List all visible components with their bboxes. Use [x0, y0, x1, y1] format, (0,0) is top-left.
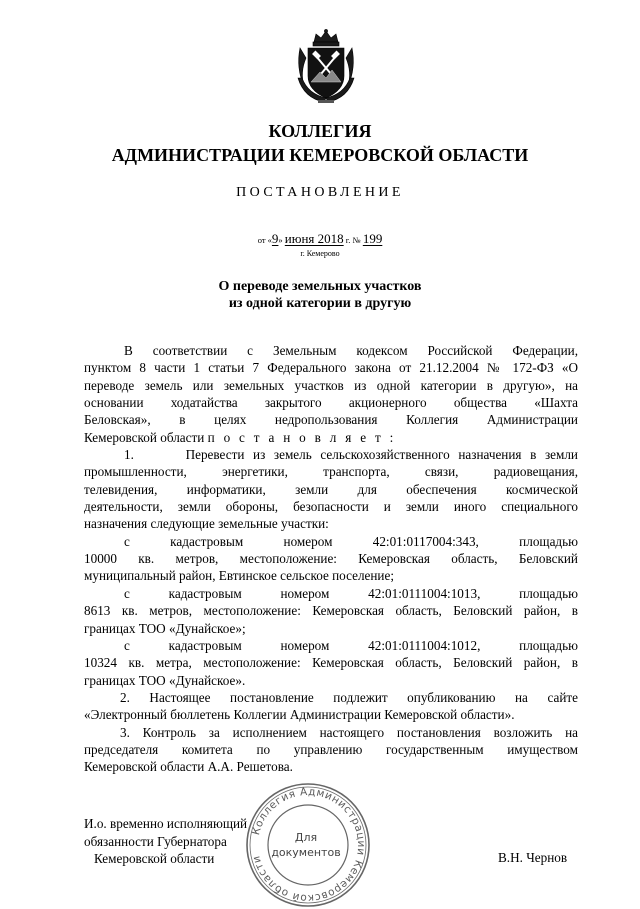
body-line: Беловская», в целях недропользования Коллегия Администрации: [84, 412, 578, 428]
body-line: 10000 кв. метров, местоположение: Кемеровская область, Беловский: [84, 551, 578, 567]
issuer-title-line1: КОЛЛЕГИЯ: [268, 121, 372, 141]
body-line: 2. Настоящее постановление подлежит опубликованию на сайте: [120, 689, 578, 705]
postanovlyaet: п о с т а н о в л я е т :: [207, 429, 397, 445]
date-month-year: июня 2018: [284, 231, 344, 246]
stamp-ring-text: Коллегия Администрации Кемеровской области: [250, 785, 368, 905]
number-sign: №: [352, 235, 361, 245]
body-line: промышленности, энергетики, транспорта, связи, радиовещания,: [84, 464, 578, 480]
body-line: границах ТОО «Дунайское»;: [84, 620, 246, 636]
document-number: 199: [362, 231, 383, 246]
city: г. Кемерово: [300, 249, 340, 258]
date-prefix: от «: [257, 235, 272, 245]
body-line: телевидения, информатики, земли для обеспечения космической: [84, 481, 578, 497]
body-line: с кадастровым номером 42:01:0111004:1012, площадью: [124, 637, 578, 653]
date-year-suffix: г.: [345, 235, 351, 245]
body-line: границах ТОО «Дунайское».: [84, 672, 246, 688]
stamp-center-line1: Для: [294, 831, 318, 844]
body-line: 3. Контроль за исполнением настоящего постановления возложить на: [120, 724, 578, 740]
body-line: 8613 кв. метров, местоположение: Кемеровская область, Беловский район, в: [84, 603, 578, 619]
body-line: председателя комитета по управлению государственным имуществом: [84, 741, 578, 757]
document-type: ПОСТАНОВЛЕНИЕ: [236, 185, 404, 200]
signatory-position: [84, 815, 247, 868]
issuer-title-line2: АДМИНИСТРАЦИИ КЕМЕРОВСКОЙ ОБЛАСТИ: [111, 145, 529, 165]
date-mid: »: [278, 235, 283, 245]
signatory-line3: Кемеровской области: [94, 851, 215, 866]
official-stamp: [244, 781, 372, 909]
body-line: основании ходатайства закрытого акционерного общества «Шахта: [84, 395, 578, 411]
subject-line1: О переводе земельных участков: [218, 279, 422, 294]
body-line: 1. Перевести из земель сельскохозяйственного назначения в земли: [124, 447, 578, 463]
date-day: 9: [271, 231, 279, 246]
body-line: с кадастровым номером 42:01:0117004:343, площадью: [124, 533, 578, 549]
body-line: деятельности, земли обороны, безопасности и земли иного специального: [84, 499, 578, 515]
body-line: В соответствии с Земельным кодексом Российской Федерации,: [124, 343, 578, 358]
body-line: переводе земель или земельных участков из одной категории в другую», на: [84, 377, 578, 393]
body-line: назначения следующие земельные участки:: [84, 516, 329, 532]
signatory-line2: обязанности Губернатора: [84, 833, 227, 849]
coat-of-arms-emblem: [294, 28, 358, 106]
body-line: Кемеровской области А.А. Решетова.: [84, 759, 293, 775]
body-line: 10324 кв. метра, местоположение: Кемеровская область, Беловский район, в: [84, 655, 578, 671]
body-line: [84, 429, 578, 446]
date-number-line: [0, 231, 640, 247]
stamp-center-line2: документов: [271, 846, 341, 859]
preamble-tail: Кемеровской области: [84, 429, 208, 445]
body-line: «Электронный бюллетень Коллегии Администрации Кемеровской области».: [84, 707, 515, 723]
document-body: [84, 342, 578, 776]
body-line: с кадастровым номером 42:01:0111004:1013, площадью: [124, 585, 578, 601]
signatory-name: В.Н. Чернов: [498, 850, 568, 865]
signatory-line1: И.о. временно исполняющий: [84, 816, 248, 831]
body-line: пунктом 8 части 1 статьи 7 Федерального закона от 21.12.2004 № 172-ФЗ «О: [84, 360, 578, 376]
subject-line2: из одной категории в другую: [228, 296, 412, 311]
body-line: муниципальный район, Евтинское сельское поселение;: [84, 568, 395, 584]
